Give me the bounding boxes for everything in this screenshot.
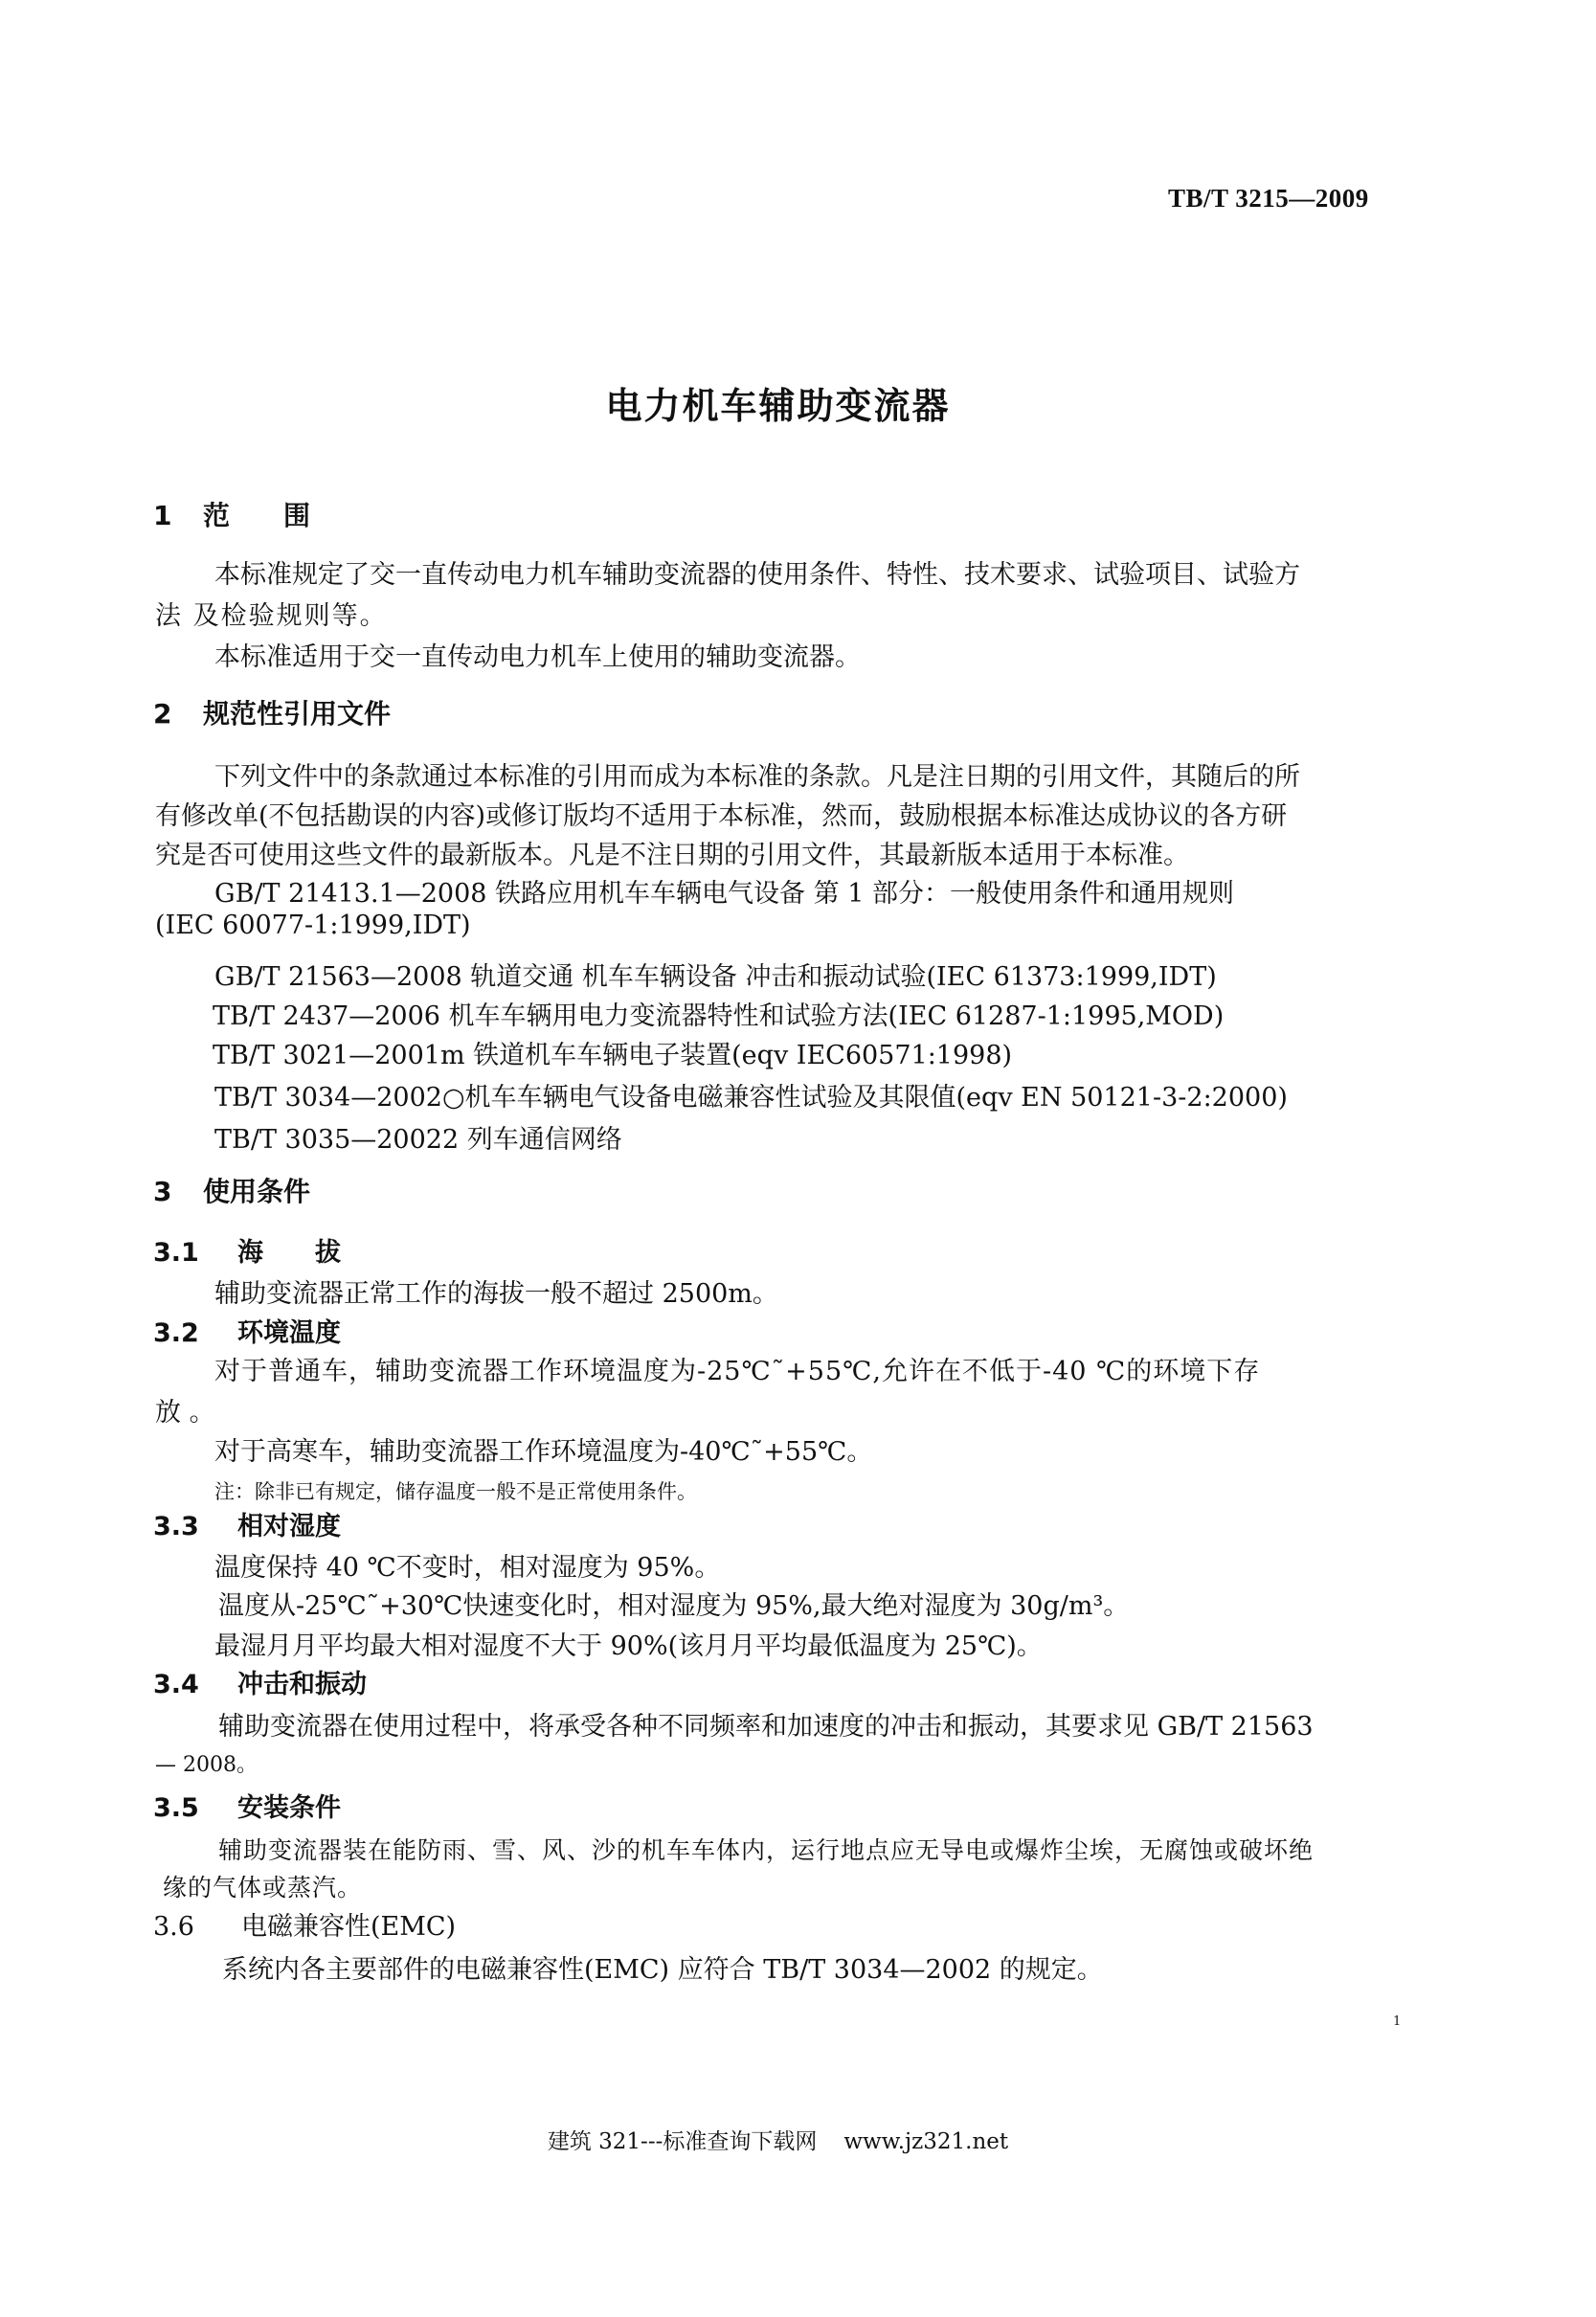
paragraph: 温度从-25℃˜+30℃快速变化时，相对湿度为 95%,最大绝对湿度为 30g/m³。 bbox=[218, 1591, 1130, 1621]
paragraph: 辅助变流器正常工作的海拔一般不超过 2500m。 bbox=[214, 1279, 778, 1309]
section-number: 1 bbox=[153, 500, 172, 531]
subsection-3-2-heading bbox=[153, 1312, 341, 1349]
subsection-title: 相对湿度 bbox=[237, 1512, 341, 1541]
standard-code: TB/T 3215—2009 bbox=[1168, 184, 1369, 213]
paragraph: 系统内各主要部件的电磁兼容性(EMC) 应符合 TB/T 3034—2002 的规定。 bbox=[222, 1955, 1103, 1985]
subsection-number: 3.4 bbox=[153, 1670, 199, 1699]
footer bbox=[0, 2124, 1556, 2155]
paragraph: 缘的气体或蒸汽。 bbox=[163, 1874, 363, 1901]
subsection-3-6-heading bbox=[153, 1905, 456, 1943]
reference-item: (IEC 60077-1:1999,IDT) bbox=[155, 911, 471, 940]
section-number: 3 bbox=[153, 1176, 172, 1207]
note: 注：除非已有规定，储存温度一般不是正常使用条件。 bbox=[214, 1480, 697, 1503]
paragraph: — 2008。 bbox=[155, 1753, 258, 1777]
subsection-3-4-heading bbox=[153, 1663, 367, 1700]
section-1-heading bbox=[153, 495, 310, 533]
paragraph: 对于高寒车，辅助变流器工作环境温度为-40℃˜+55℃。 bbox=[214, 1437, 873, 1467]
reference-item: TB/T 3021—2001m 铁道机车车辆电子装置(eqv IEC60571:1998) bbox=[213, 1041, 1013, 1070]
paragraph: 下列文件中的条款通过本标准的引用而成为本标准的条款。凡是注日期的引用文件，其随后的所 bbox=[214, 762, 1300, 792]
paragraph: 有修改单(不包括勘误的内容)或修订版均不适用于本标准，然而，鼓励根据本标准达成协议的各方研 bbox=[155, 801, 1288, 831]
paragraph: 辅助变流器装在能防雨、雪、风、沙的机车车体内，运行地点应无导电或爆炸尘埃，无腐蚀或破坏绝 bbox=[218, 1836, 1315, 1864]
subsection-number: 3.5 bbox=[153, 1793, 199, 1823]
section-3-heading bbox=[153, 1171, 310, 1209]
subsection-title: 冲击和振动 bbox=[237, 1670, 367, 1699]
subsection-number: 3.2 bbox=[153, 1318, 199, 1348]
subsection-number: 3.3 bbox=[153, 1512, 199, 1541]
footer-site-name: 建筑 321---标准查询下载网 bbox=[547, 2129, 818, 2154]
page-number: 1 bbox=[1393, 2014, 1402, 2029]
paragraph: 本标准规定了交一直传动电力机车辅助变流器的使用条件、特性、技术要求、试验项目、试验方 bbox=[214, 560, 1300, 590]
subsection-title: 环境温度 bbox=[237, 1318, 341, 1348]
subsection-title: 电磁兼容性(EMC) bbox=[241, 1912, 457, 1942]
section-title: 使用条件 bbox=[203, 1176, 311, 1207]
subsection-3-1-heading bbox=[153, 1231, 341, 1269]
paragraph: 放 。 bbox=[155, 1398, 215, 1428]
paragraph: 温度保持 40 ℃不变时，相对湿度为 95%。 bbox=[214, 1553, 721, 1583]
document-title: 电力机车辅助变流器 bbox=[605, 385, 951, 427]
reference-item: GB/T 21413.1—2008 铁路应用机车车辆电气设备 第 1 部分：一般使用条件和通用规则 bbox=[214, 879, 1234, 909]
paragraph: 最湿月月平均最大相对湿度不大于 90%(该月月平均最低温度为 25℃)。 bbox=[214, 1631, 1043, 1661]
paragraph: 法 及检验规则等。 bbox=[155, 601, 388, 631]
reference-item: TB/T 3035—20022 列车通信网络 bbox=[214, 1125, 622, 1155]
reference-item: TB/T 3034—2002○机车车辆电气设备电磁兼容性试验及其限值(eqv EN 50121-3-2:2000) bbox=[214, 1083, 1288, 1113]
subsection-number: 3.1 bbox=[153, 1238, 199, 1268]
paragraph: 究是否可使用这些文件的最新版本。凡是不注日期的引用文件，其最新版本适用于本标准。 bbox=[155, 841, 1189, 870]
subsection-title: 安装条件 bbox=[237, 1793, 341, 1823]
section-number: 2 bbox=[153, 698, 172, 730]
reference-item: TB/T 2437—2006 机车车辆用电力变流器特性和试验方法(IEC 61287-1:1995,MOD) bbox=[213, 1001, 1225, 1031]
paragraph: 本标准适用于交一直传动电力机车上使用的辅助变流器。 bbox=[214, 642, 861, 672]
reference-item: GB/T 21563—2008 轨道交通 机车车辆设备 冲击和振动试验(IEC 61373:1999,IDT) bbox=[214, 962, 1217, 992]
subsection-3-5-heading bbox=[153, 1787, 341, 1824]
section-title: 规范性引用文件 bbox=[203, 698, 392, 730]
footer-url[interactable]: www.jz321.net bbox=[843, 2129, 1009, 2154]
subsection-title: 海 拔 bbox=[237, 1238, 341, 1268]
section-title: 范 围 bbox=[203, 500, 311, 531]
paragraph: 对于普通车，辅助变流器工作环境温度为-25℃˜+55℃,允许在不低于-40 ℃的环境下存 bbox=[214, 1357, 1261, 1386]
paragraph: 辅助变流器在使用过程中，将承受各种不同频率和加速度的冲击和振动，其要求见 GB/T 21563 bbox=[218, 1712, 1314, 1742]
subsection-3-3-heading bbox=[153, 1505, 341, 1542]
subsection-number: 3.6 bbox=[153, 1912, 194, 1942]
section-2-heading bbox=[153, 693, 391, 731]
